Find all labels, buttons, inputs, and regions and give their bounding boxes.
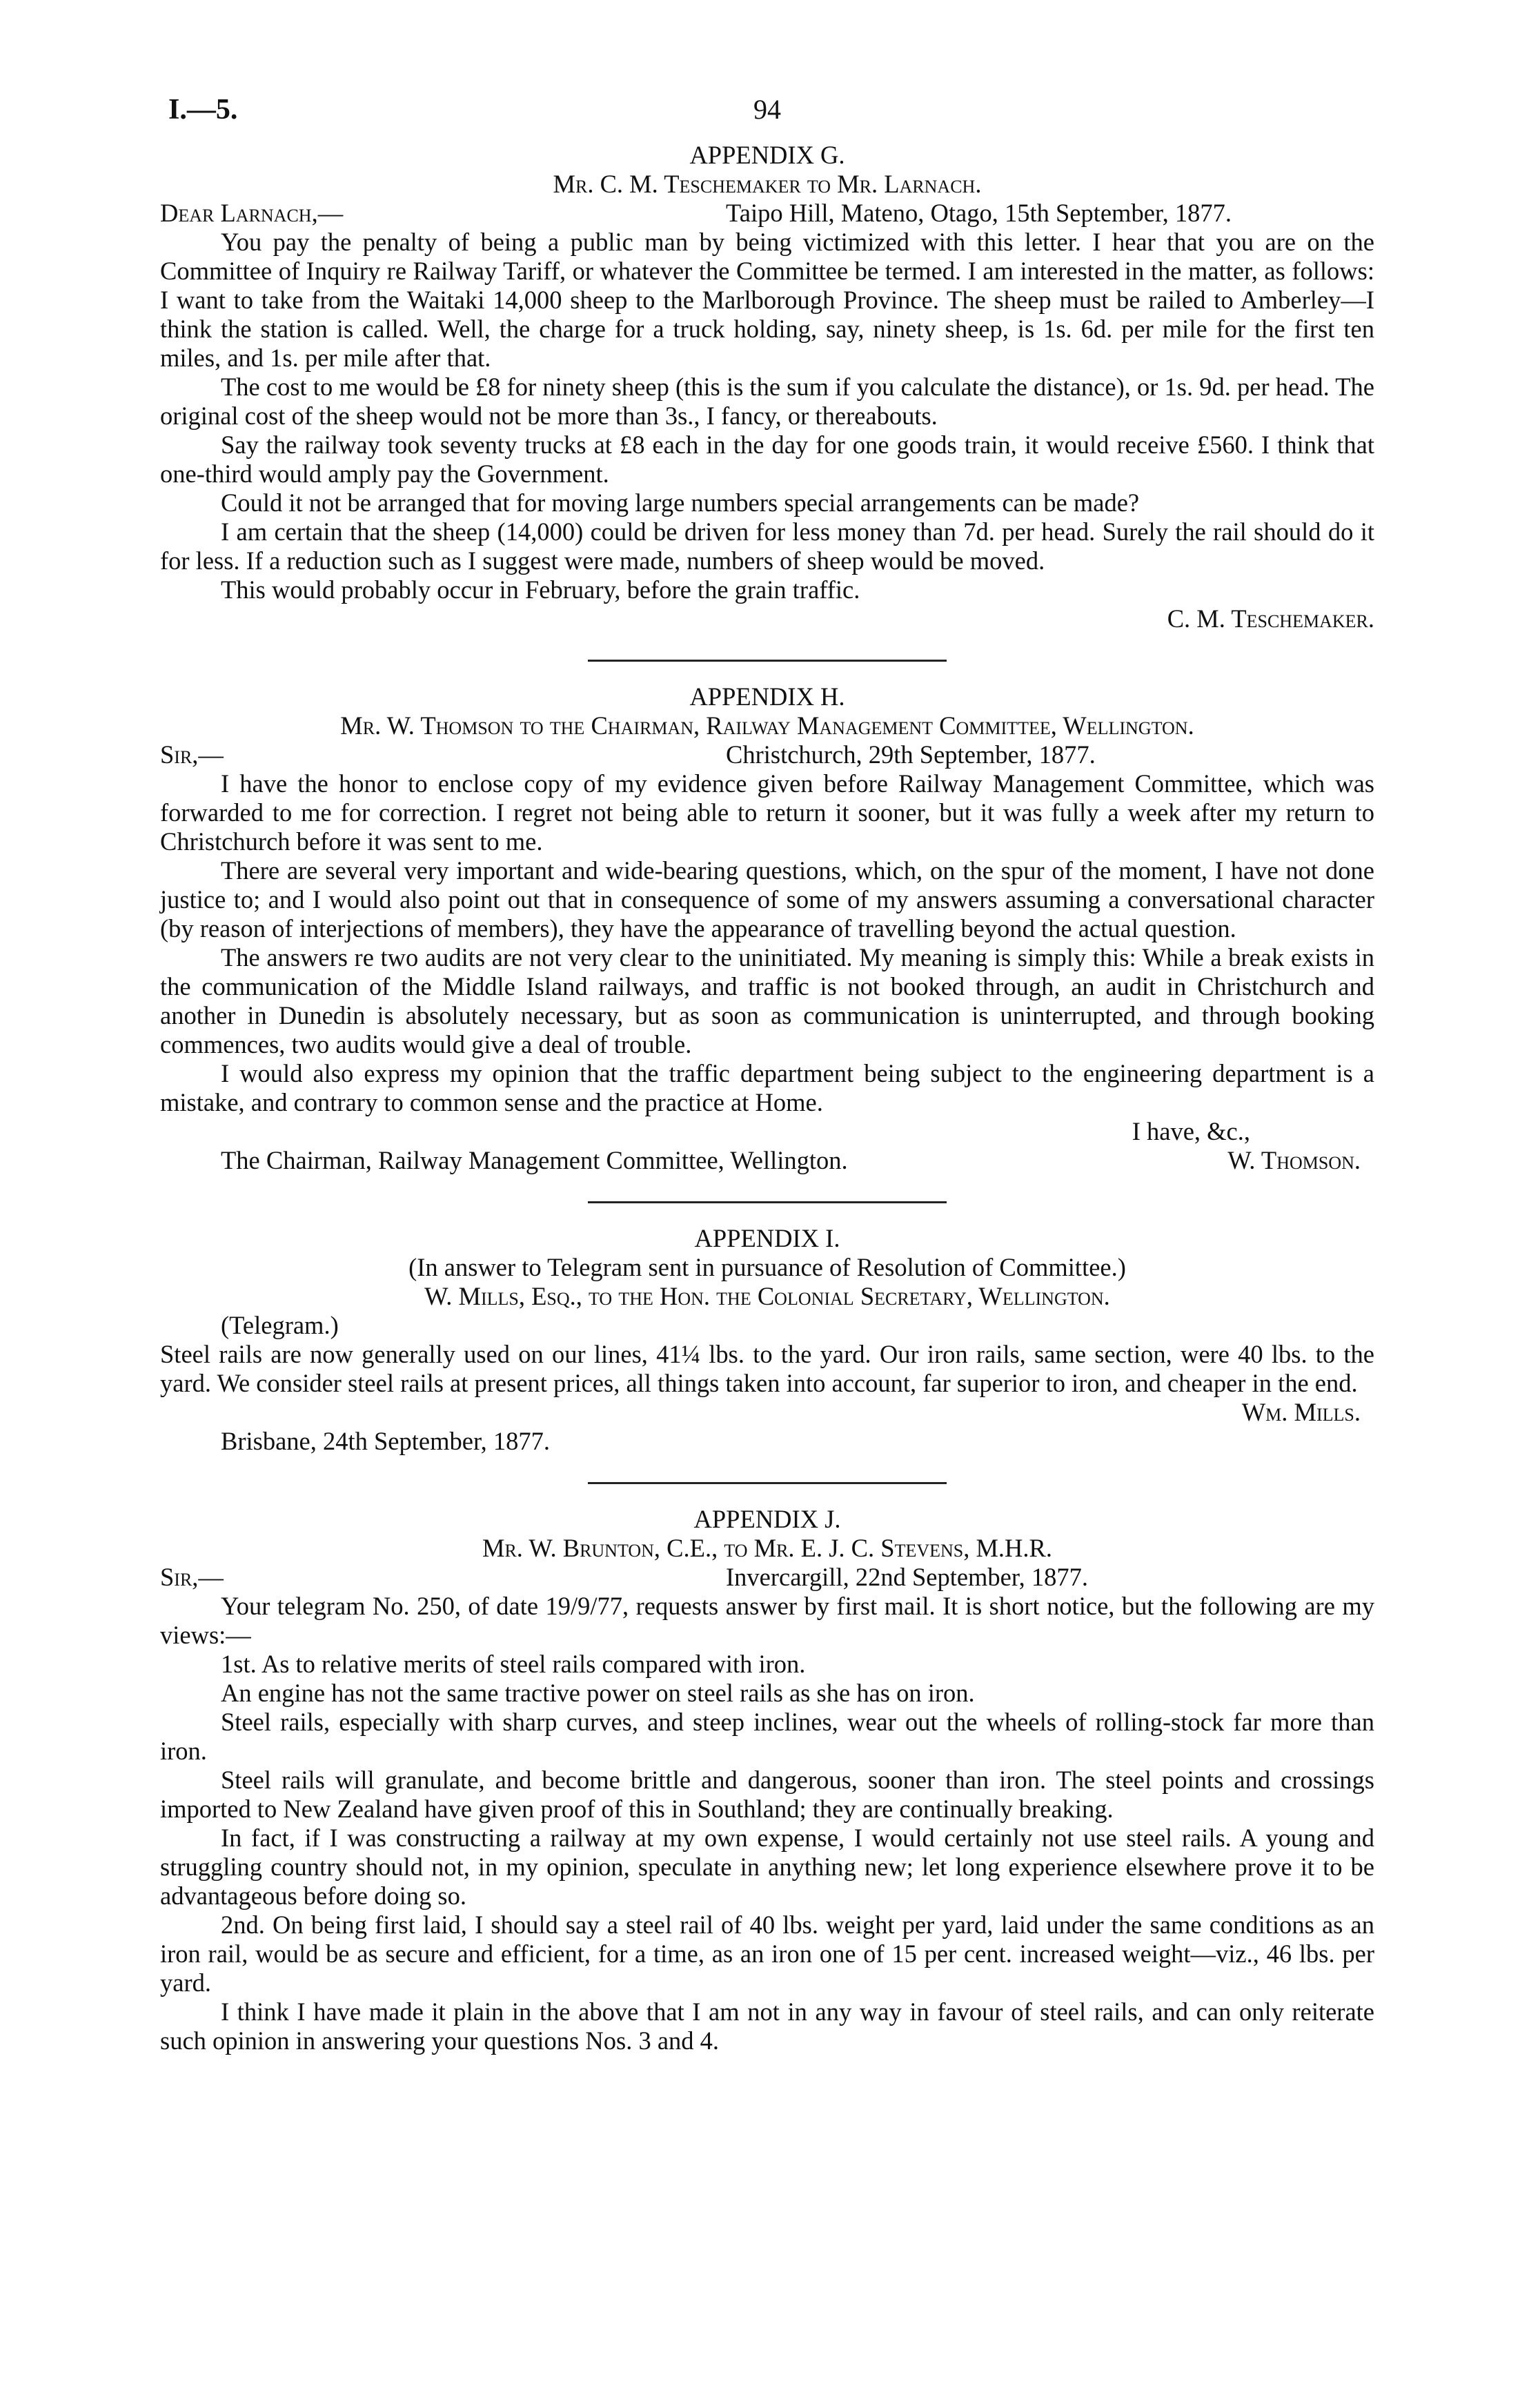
section-divider [588, 1482, 947, 1484]
paragraph: The cost to me would be £8 for ninety sheep (this is the sum if you calculate the distance), or 1s. 9d. per head. The original cost of the sheep would not be more than 3s., I fancy, or thereabouts. [160, 373, 1374, 430]
salutation-row [160, 1563, 1374, 1592]
signature: C. M. Teschemaker. [1167, 604, 1374, 633]
addressee: The Chairman, Railway Management Committee, Wellington. [221, 1146, 848, 1174]
signature: W. Thomson. [1227, 1146, 1361, 1174]
paragraph: I would also express my opinion that the traffic department being subject to the engineering department is a mistake, and contrary to common sense and the practice at Home. [160, 1059, 1374, 1116]
telegram-label: (Telegram.) [221, 1311, 339, 1339]
place-date: Taipo Hill, Mateno, Otago, 15th September, 1877. [726, 199, 1232, 227]
closing: I have, &c., [1132, 1117, 1250, 1145]
document-page [160, 95, 1374, 2055]
place-date: Christchurch, 29th September, 1877. [726, 740, 1096, 769]
paragraph: Say the railway took seventy trucks at £8 each in the day for one goods train, it would receive £560. I think that one-third would amply pay the Government. [160, 431, 1374, 488]
appendix-h [160, 682, 1374, 1175]
appendix-subtitle: Mr. C. M. Teschemaker to Mr. Larnach. [553, 170, 982, 198]
salutation: Dear Larnach,— [160, 199, 344, 227]
appendix-i [160, 1224, 1374, 1456]
paragraph: 2nd. On being first laid, I should say a steel rail of 40 lbs. weight per yard, laid under the same conditions as an iron rail, would be as secure and efficient, for a time, as an iron one of 15 per cent. increased weight—viz., 46 lbs. per yard. [160, 1911, 1374, 1997]
appendix-title: APPENDIX I. [694, 1224, 840, 1252]
paragraph: Steel rails are now generally used on our lines, 41¼ lbs. to the yard. Our iron rails, same section, were 40 lbs. to the yard. We consider steel rails at present prices, all things taken into account, far superior to iron, and cheaper in the end. [160, 1340, 1374, 1397]
salutation-row [160, 199, 1374, 228]
salutation: Sir,— [160, 1563, 224, 1591]
paragraph: The answers re two audits are not very clear to the uninitiated. My meaning is simply this: While a break exists in the communication of the Middle Island railways, and traffic is not booked through, an audit in Christchurch and another in Dunedin is absolutely necessary, but as soon as communication is uninterrupted, and through booking commences, two audits would give a deal of trouble. [160, 943, 1374, 1058]
appendix-title: APPENDIX G. [689, 141, 845, 169]
section-divider [588, 1201, 947, 1203]
appendix-title: APPENDIX H. [689, 682, 845, 711]
appendix-note: (In answer to Telegram sent in pursuance of Resolution of Committee.) [408, 1253, 1126, 1281]
paragraph: In fact, if I was constructing a railway at my own expense, I would certainly not use steel rails. A young and struggling country should not, in my opinion, speculate in anything new; let long experience elsewhere prove it to be advantageous before doing so. [160, 1824, 1374, 1910]
addressee-row [160, 1146, 1374, 1175]
paragraph: Steel rails, especially with sharp curves, and steep inclines, wear out the wheels of rolling-stock far more than iron. [160, 1708, 1374, 1765]
appendix-subtitle: Mr. W. Brunton, C.E., to Mr. E. J. C. Stevens, M.H.R. [482, 1534, 1053, 1562]
salutation: Sir,— [160, 740, 224, 769]
paragraph: This would probably occur in February, before the grain traffic. [221, 575, 860, 604]
paragraph: 1st. As to relative merits of steel rails compared with iron. [221, 1650, 806, 1678]
paragraph: I am certain that the sheep (14,000) could be driven for less money than 7d. per head. Surely the rail should do it for less. If a reduction such as I suggest were made, numbers of sheep would be moved. [160, 517, 1374, 575]
paragraph: I think I have made it plain in the above that I am not in any way in favour of steel rails, and can only reiterate such opinion in answering your questions Nos. 3 and 4. [160, 1997, 1374, 2055]
appendix-j [160, 1505, 1374, 2055]
page-number: 94 [753, 94, 781, 125]
appendix-g [160, 141, 1374, 633]
paragraph: There are several very important and wide-bearing questions, which, on the spur of the moment, I have not done justice to; and I would also point out that in consequence of some of my answers assuming a conversational character (by reason of interjections of members), they have the appearance of travelling beyond the actual question. [160, 856, 1374, 943]
paragraph: Steel rails will granulate, and become brittle and dangerous, sooner than iron. The steel points and crossings imported to New Zealand have given proof of this in Southland; they are continually breaking. [160, 1766, 1374, 1823]
paragraph: An engine has not the same tractive power on steel rails as she has on iron. [221, 1679, 975, 1707]
section-divider [588, 660, 947, 662]
paragraph: Your telegram No. 250, of date 19/9/77, requests answer by first mail. It is short notice, but the following are my views:— [160, 1592, 1374, 1649]
page-header [160, 95, 1374, 141]
appendix-subtitle: Mr. W. Thomson to the Chairman, Railway Management Committee, Wellington. [340, 711, 1194, 740]
page-reference: I.—5. [168, 94, 238, 126]
place-date: Invercargill, 22nd September, 1877. [726, 1563, 1088, 1591]
paragraph: I have the honor to enclose copy of my evidence given before Railway Management Committee, which was forwarded to me for correction. I regret not being able to return it sooner, but it was fully a week after my return to Christchurch before it was sent to me. [160, 769, 1374, 856]
salutation-row [160, 740, 1374, 769]
signature: Wm. Mills. [1241, 1398, 1361, 1426]
appendix-subtitle: W. Mills, Esq., to the Hon. the Colonial Secretary, Wellington. [424, 1282, 1110, 1310]
appendix-title: APPENDIX J. [693, 1505, 841, 1533]
place-date: Brisbane, 24th September, 1877. [221, 1427, 551, 1455]
paragraph: You pay the penalty of being a public man by being victimized with this letter. I hear that you are on the Committee of Inquiry re Railway Tariff, or whatever the Committee be termed. I am interested in the matter, as follows: I want to take from the Waitaki 14,000 sheep to the Marlborough Province. The sheep must be railed to Amberley—I think the station is called. Well, the charge for a truck holding, say, ninety sheep, is 1s. 6d. per mile for the first ten miles, and 1s. per mile after that. [160, 228, 1374, 372]
paragraph: Could it not be arranged that for moving large numbers special arrangements can be made? [221, 489, 1140, 517]
